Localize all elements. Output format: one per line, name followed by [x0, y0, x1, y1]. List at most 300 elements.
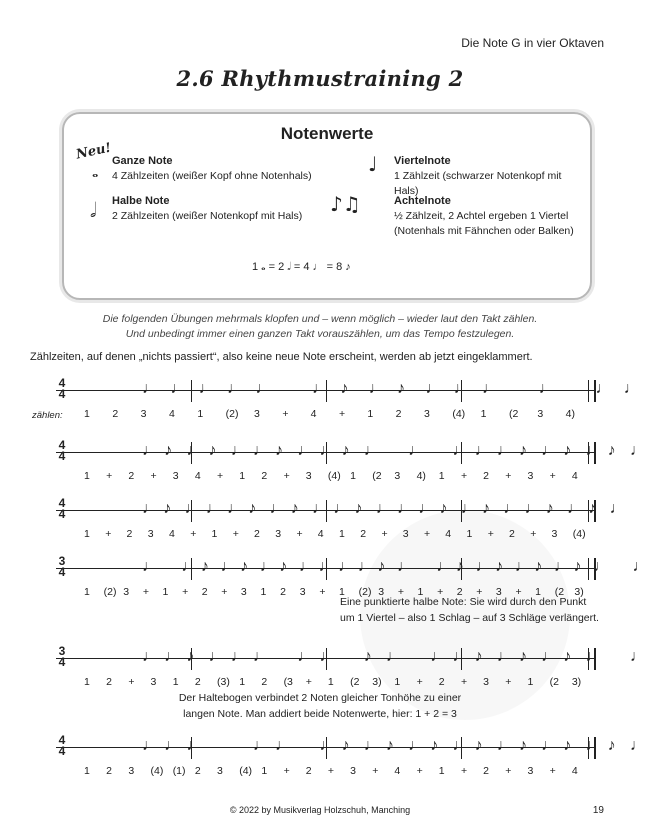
tie-explanation: Der Haltebogen verbindet 2 Noten gleicher Tonhöhe zu einer langen Note. Man addiert beide Notenwerte, hier: 1 + 2 = 3 [178, 692, 462, 720]
count-label: 4) [416, 470, 426, 482]
whole-note-icon: 𝅝 [258, 261, 269, 273]
count-label: + [505, 470, 512, 482]
count-label: + [416, 765, 423, 777]
quarter-note-icon: ♩ [142, 558, 158, 575]
quarter-note-icon: ♩ [181, 558, 198, 575]
quarter-note-icon: ♩ [585, 648, 602, 665]
quarter-note-icon: ♩ [312, 380, 328, 397]
count-label: + [372, 765, 379, 777]
quarter-note-icon: ♩ [252, 442, 269, 459]
eighth-note-icon: ♪ [354, 500, 363, 517]
count-label: + [327, 765, 335, 777]
count-label: 1 [172, 676, 179, 688]
quarter-note-icon: ♩ [164, 648, 181, 665]
count-label: + [487, 528, 494, 540]
count-label: 2 [456, 586, 463, 598]
time-signature: 4 4 [58, 496, 66, 521]
whole-note-icon: 𝅝 [92, 162, 99, 181]
count-label: + [150, 470, 157, 482]
time-signature: 3 4 [58, 554, 66, 579]
count-label: + [549, 765, 556, 777]
count-label: 2 [261, 676, 268, 688]
count-label: 3 [402, 528, 409, 540]
staff-row [56, 496, 626, 524]
quarter-note-icon: ♩ [363, 737, 380, 754]
count-label: + [437, 586, 444, 598]
count-label: 3 [527, 765, 534, 777]
notenwerte-box [62, 112, 592, 300]
quarter-note-icon: ♩ [312, 500, 328, 517]
zaehlen-label: zählen: [32, 410, 63, 421]
count-label: (2 [554, 586, 565, 598]
count-label: (1) [172, 765, 186, 777]
quarter-note-icon: ♩ [430, 648, 447, 665]
count-label: 3 [240, 586, 247, 598]
quarter-note-icon: ♩ [230, 648, 247, 665]
quarter-note-icon: ♩ [452, 648, 469, 665]
count-label: + [221, 586, 228, 598]
eighth-note-icon: ♪ [495, 558, 504, 575]
eighth-note-icon: ♪ [275, 442, 284, 459]
half-note-icon: 𝅗𝅥 [284, 261, 294, 273]
count-label: + [296, 528, 303, 540]
quarter-note-icon: ♩ [269, 500, 286, 517]
count-label: 3 [483, 676, 489, 688]
eighth-note-icon: ♪ [534, 558, 543, 575]
count-label: 3) [571, 676, 582, 688]
quarter-note-icon: ♩ [585, 737, 602, 754]
count-label: + [515, 586, 522, 598]
eighth-note-icon: ♪ [164, 442, 173, 459]
quarter-note-icon: ♩ [255, 380, 272, 397]
eighth-note-icon: ♪ [385, 737, 394, 754]
count-label: 1 [84, 586, 90, 598]
count-label: + [232, 528, 239, 540]
quarter-note-name: Viertelnote [394, 155, 451, 167]
count-label: 1 [260, 586, 267, 598]
count-label: 2 [194, 765, 201, 777]
count-label: 3 [172, 470, 179, 482]
eighth-note-icon: ♪ [607, 737, 616, 754]
eighth-note-icon: ♪ [518, 442, 527, 459]
count-label: 3 [150, 676, 157, 688]
quarter-note-icon: ♩ [623, 380, 640, 397]
count-label: 2 [106, 765, 113, 777]
count-label: + [416, 676, 423, 688]
count-label: 2 [438, 676, 445, 688]
count-label: 4 [169, 528, 175, 540]
count-label: 4 [445, 528, 452, 540]
count-label: 4) [565, 408, 575, 420]
count-label: + [381, 528, 388, 540]
eighth-note-icon: ♪ [186, 648, 195, 665]
eighth-note-name: Achtelnote [394, 195, 451, 207]
count-label: 4 [571, 470, 578, 482]
eighth-notes-icon: ♪♫ [330, 192, 361, 216]
count-label: 2 [201, 586, 208, 598]
count-label: 3 [128, 765, 135, 777]
eighth-note-icon: ♪ [340, 380, 349, 397]
intro-text: Zählzeiten, auf denen „nichts passiert“, also keine neue Note erscheint, werden ab jetzt eingeklammert. [30, 351, 533, 363]
eighth-note-icon: ♪ [341, 737, 350, 754]
eighth-note-icon: ♪ [377, 558, 386, 575]
quarter-note-icon: ♩ [397, 500, 413, 517]
eighth-note-icon: ♪ [474, 648, 483, 665]
count-label: 1 [162, 586, 169, 598]
quarter-note-icon: ♩ [309, 261, 327, 273]
quarter-note-icon: ♩ [629, 648, 646, 665]
time-signature: 4 4 [58, 438, 66, 463]
count-label: + [505, 676, 512, 688]
count-label: (2 [509, 408, 519, 420]
count-label: 3 [495, 586, 502, 598]
quarter-note-icon: ♩ [553, 558, 570, 575]
quarter-note-desc: 1 Zählzeit (schwarzer Notenkopf mit Hals) [394, 170, 562, 197]
quarter-note-icon: ♩ [385, 648, 402, 665]
count-label: + [105, 528, 112, 540]
count-label: + [530, 528, 537, 540]
count-label: 3 [378, 586, 385, 598]
quarter-note-icon: ♩ [297, 648, 314, 665]
count-label: 3) [574, 586, 584, 598]
half-note-icon: 𝅗𝅥 [90, 198, 97, 222]
count-label: 4 [394, 765, 401, 777]
quarter-note-icon: ♩ [184, 500, 201, 517]
count-label: 1 [211, 528, 218, 540]
eighth-note-icon: ♪ [545, 500, 554, 517]
eighth-note-desc: ½ Zählzeit, 2 Achtel ergeben 1 Viertel (Notenhals mit Fähnchen oder Balken) [394, 210, 574, 237]
count-label: 3 [350, 765, 356, 777]
count-label: 2 [194, 676, 201, 688]
quarter-note-icon: ♩ [259, 558, 276, 575]
quarter-note-icon: ♩ [496, 648, 513, 665]
eighth-note-icon: ♪ [290, 500, 299, 517]
count-label: 3 [123, 586, 130, 598]
count-label: 2 [280, 586, 286, 598]
count-label: + [142, 586, 149, 598]
count-label: + [505, 765, 512, 777]
count-label: 1 [367, 408, 374, 420]
quarter-note-icon: ♩ [524, 500, 541, 517]
count-label: 1 [535, 586, 541, 598]
eighth-note-icon: ♪ [518, 648, 527, 665]
quarter-note-icon: ♩ [482, 380, 498, 397]
eighth-note-icon: ♪ [563, 737, 572, 754]
staff-row [56, 644, 646, 672]
dotted-note-explanation: Eine punktierte halbe Note: Sie wird durch den Punkt um 1 Viertel – also 1 Schlag – auf 3 Schläge verlängert. [340, 596, 599, 624]
eighth-note-icon: ♪ [439, 500, 448, 517]
count-label: + [128, 676, 135, 688]
count-label: 1 [350, 470, 356, 482]
count-label: 2 [128, 470, 135, 482]
count-label: (2) [358, 586, 372, 598]
whole-note-entry [112, 154, 332, 184]
eighth-note-icon: ♪ [342, 261, 351, 273]
quarter-note-icon: ♩ [475, 558, 492, 575]
count-label: 1 [438, 765, 445, 777]
eighth-note-icon: ♪ [474, 737, 483, 754]
count-label: + [305, 676, 312, 688]
count-label: (4) [239, 765, 253, 777]
count-label: + [339, 408, 346, 420]
count-label: + [217, 470, 224, 482]
quarter-note-icon: ♩ [252, 648, 269, 665]
count-label: 4 [317, 528, 324, 540]
count-label: 1 [84, 408, 90, 420]
eighth-note-icon: ♪ [341, 442, 350, 459]
count-label: (3) [217, 676, 230, 688]
quarter-note-entry [394, 154, 584, 199]
quarter-note-icon: ♩ [397, 558, 413, 575]
time-signature: 4 4 [58, 376, 66, 401]
barline [191, 380, 192, 402]
count-label: + [549, 470, 556, 482]
quarter-note-icon: ♩ [208, 648, 225, 665]
count-label: 1 [527, 676, 534, 688]
count-label: 2 [126, 528, 133, 540]
quarter-note-icon: ♩ [436, 558, 453, 575]
count-label: + [424, 528, 431, 540]
count-label: (4) [150, 765, 164, 777]
count-label: 1 [438, 470, 445, 482]
count-label: 1 [84, 676, 90, 688]
quarter-note-icon: ♩ [252, 737, 269, 754]
eighth-note-icon: ♪ [397, 380, 405, 397]
quarter-note-icon: ♩ [205, 500, 222, 517]
quarter-note-icon: ♩ [609, 500, 626, 517]
quarter-note-icon: ♩ [164, 737, 181, 754]
quarter-note-icon: ♩ [567, 500, 583, 517]
quarter-note-icon: ♩ [333, 500, 350, 517]
count-label: + [460, 765, 468, 777]
count-label: 3 [275, 528, 282, 540]
count-label: (4) [452, 408, 466, 420]
quarter-note-icon: ♩ [541, 648, 558, 665]
count-label: 4 [169, 408, 175, 420]
quarter-note-icon: ♩ [275, 737, 292, 754]
eighth-note-icon: ♪ [482, 500, 490, 517]
count-label: + [319, 586, 326, 598]
eighth-note-icon: ♪ [200, 558, 209, 575]
quarter-note-icon: ♩ [186, 442, 203, 459]
quarter-note-icon: ♩ [142, 442, 158, 459]
quarter-note-icon: ♩ [198, 380, 215, 397]
count-label: 1 [84, 528, 90, 540]
note-value-equation: 1 𝅝 = 2 𝅗𝅥 = 4 ♩ = 8 ♪ [252, 261, 351, 273]
eighth-note-icon: ♪ [563, 442, 572, 459]
staff-row [56, 376, 640, 404]
quarter-note-icon: ♩ [319, 648, 336, 665]
count-label: 3 [551, 528, 558, 540]
quarter-note-icon: ♩ [503, 500, 520, 517]
count-label: + [282, 408, 289, 420]
count-label: 3 [527, 470, 534, 482]
eighth-note-icon: ♪ [563, 648, 572, 665]
half-note-name: Halbe Note [112, 195, 170, 207]
count-label: + [190, 528, 197, 540]
instructions: Die folgenden Übungen mehrmals klopfen und – wenn möglich – wieder laut den Takt zählen. Und unbedingt immer einen ganzen Takt vorauszählen, um das Tempo festzulegen. [102, 313, 538, 340]
quarter-note-icon: ♩ [629, 442, 646, 459]
quarter-note-icon: ♩ [357, 558, 374, 575]
count-label: 1 [261, 765, 268, 777]
quarter-note-icon: ♩ [541, 737, 558, 754]
count-label: + [460, 470, 468, 482]
quarter-note-icon: ♩ [541, 442, 558, 459]
count-label: 3 [147, 528, 154, 540]
count-label: 3 [140, 408, 147, 420]
count-label: 3 [305, 470, 312, 482]
count-label: (4) [572, 528, 586, 540]
quarter-note-icon: ♩ [298, 558, 315, 575]
quarter-note-icon: ♩ [538, 380, 555, 397]
quarter-note-icon: ♩ [595, 380, 612, 397]
count-label: + [397, 586, 404, 598]
half-note-desc: 2 Zählzeiten (weißer Notenkopf mit Hals) [112, 210, 303, 222]
count-label: 2 [483, 765, 489, 777]
count-label: 2 [305, 765, 312, 777]
count-label: + [283, 470, 290, 482]
half-note-entry [112, 194, 332, 224]
quarter-note-icon: ♩ [408, 737, 425, 754]
count-label: 4 [571, 765, 578, 777]
count-label: 1 [84, 470, 90, 482]
count-label: 1 [239, 470, 246, 482]
quarter-note-icon: ♩ [474, 442, 491, 459]
count-label: + [460, 676, 468, 688]
page-title: 2.6 Rhythmustraining 2 [176, 66, 464, 91]
count-label: 2 [360, 528, 367, 540]
quarter-note-icon: ♩ [186, 737, 203, 754]
count-label: 3 [394, 470, 401, 482]
eighth-note-icon: ♪ [573, 558, 582, 575]
count-label: 4 [194, 470, 201, 482]
quarter-note-icon: ♩ [142, 737, 158, 754]
copyright-footer: © 2022 by Musikverlag Holzschuh, Manching [229, 805, 411, 815]
count-label: 1 [339, 528, 345, 540]
count-label: (4) [327, 470, 341, 482]
count-label: 1 [84, 765, 90, 777]
quarter-note-icon: ♩ [297, 442, 314, 459]
count-label: 3 [254, 408, 260, 420]
time-signature: 3 4 [58, 644, 66, 669]
count-label: + [106, 470, 113, 482]
eighth-note-icon: ♪ [588, 500, 597, 517]
eighth-note-icon: ♪ [163, 500, 172, 517]
eighth-note-icon: ♪ [208, 442, 217, 459]
count-label: (2 [549, 676, 559, 688]
quarter-note-icon: ♩ [496, 737, 513, 754]
eighth-note-entry [394, 194, 584, 239]
quarter-note-icon: ♩ [227, 500, 243, 517]
count-label: + [182, 586, 189, 598]
count-label: + [476, 586, 483, 598]
quarter-note-icon: ♩ [338, 558, 355, 575]
quarter-note-icon: ♩ [593, 558, 610, 575]
quarter-note-icon: ♩ [632, 558, 648, 575]
count-label: 2 [395, 408, 402, 420]
quarter-note-icon: ♩ [418, 500, 435, 517]
count-label: 1 [327, 676, 334, 688]
count-label: 1 [466, 528, 473, 540]
quarter-note-icon: ♩ [460, 500, 477, 517]
quarter-note-icon: ♩ [629, 737, 646, 754]
quarter-note-icon: ♩ [363, 442, 380, 459]
eighth-note-icon: ♪ [248, 500, 257, 517]
eighth-note-icon: ♪ [363, 648, 372, 665]
quarter-note-icon: ♩ [452, 442, 469, 459]
count-label: (2) [103, 586, 117, 598]
count-label: + [283, 765, 290, 777]
count-label: (2 [372, 470, 382, 482]
count-label: (3 [283, 676, 293, 688]
count-label: 2 [509, 528, 515, 540]
count-label: 2 [261, 470, 268, 482]
count-label: 1 [239, 676, 246, 688]
quarter-note-icon: ♩ [452, 737, 469, 754]
count-label: 3) [372, 676, 382, 688]
count-label: 1 [394, 676, 401, 688]
eighth-note-icon: ♪ [518, 737, 527, 754]
eighth-note-icon: ♪ [240, 558, 249, 575]
eighth-note-icon: ♪ [607, 442, 616, 459]
quarter-note-icon: ♩ [142, 648, 158, 665]
quarter-note-icon: ♩ [318, 558, 335, 575]
quarter-note-icon: ♩ [425, 380, 442, 397]
quarter-note-icon: ♩ [368, 380, 385, 397]
eighth-note-icon: ♪ [430, 737, 439, 754]
staff-row [56, 438, 646, 466]
count-label: 1 [339, 586, 345, 598]
count-label: 2 [254, 528, 260, 540]
quarter-note-icon: ♩ [220, 558, 237, 575]
count-label: (2 [350, 676, 360, 688]
count-label: 1 [417, 586, 424, 598]
eighth-note-icon: ♪ [279, 558, 288, 575]
quarter-note-icon: ♩ [375, 500, 392, 517]
quarter-note-icon: ♩ [227, 380, 243, 397]
count-label: (2) [225, 408, 239, 420]
count-label: 2 [483, 470, 489, 482]
quarter-note-icon: ♩ [319, 737, 336, 754]
quarter-note-icon: ♩ [142, 380, 158, 397]
count-label: 4 [310, 408, 317, 420]
eighth-note-icon: ♪ [455, 558, 464, 575]
page-number: 19 [592, 805, 604, 816]
whole-note-desc: 4 Zählzeiten (weißer Kopf ohne Notenhals) [112, 170, 312, 182]
time-signature: 4 4 [58, 733, 66, 758]
chapter-header: Die Note G in vier Oktaven [461, 36, 604, 50]
quarter-note-icon: ♩ [496, 442, 513, 459]
quarter-note-icon: ♩ [230, 442, 247, 459]
quarter-note-icon: ♩ [142, 500, 158, 517]
quarter-note-icon: ♩ [319, 442, 336, 459]
count-label: 1 [480, 408, 487, 420]
staff-row [56, 733, 646, 761]
quarter-note-icon: ♩ [368, 152, 378, 176]
quarter-note-icon: ♩ [408, 442, 425, 459]
count-label: 3 [537, 408, 544, 420]
count-label: 2 [112, 408, 119, 420]
box-title: Notenwerte [280, 124, 374, 143]
quarter-note-icon: ♩ [453, 380, 470, 397]
quarter-note-icon: ♩ [514, 558, 531, 575]
quarter-note-icon: ♩ [585, 442, 602, 459]
staff-row [56, 554, 648, 582]
count-label: 3 [424, 408, 430, 420]
count-label: 3 [299, 586, 306, 598]
count-label: 3 [217, 765, 223, 777]
quarter-note-icon: ♩ [170, 380, 187, 397]
